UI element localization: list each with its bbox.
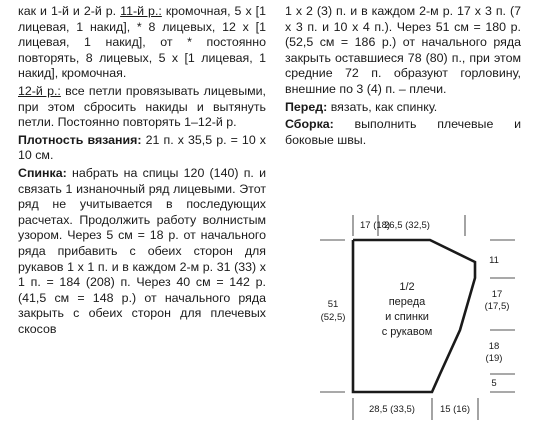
rows-intro-text: как и 1-й и 2-й р. (18, 4, 121, 18)
diagram-center-label (382, 281, 433, 338)
assembly-text: выполнить плечевые и боковые швы. (285, 117, 521, 147)
dim-bottom-right: 15 (16) (439, 404, 471, 415)
front-text: вязать, как спинку. (327, 99, 438, 114)
back-paragraph (18, 166, 266, 338)
gauge-paragraph (18, 133, 266, 164)
back-continued-text: 1 х 2 (3) п. и в каждом 2-м р. 17 х 3 п. (7 х 3 п. и 10 х 4 п.). Через 51 см = 180 р. (52,5 см = 186 р.) от начального ряда закрыть оставшиеся 78 (80) п., при этом средние 72 п. образуют горловину, внешние по 3 (4) п. – плечи. (285, 4, 521, 96)
back-text: набрать на спицы 120 (140) п. и связать 1 изнаночный ряд лицевыми. Этот ряд не учитывается в последующих расчетах. Продолжить работу волнистым узором. Через 5 см = 18 р. от начального ряда прибавить с обеих сторон для рукавов 1 х 1 п. и в каждом 2-м р. 31 (33) х 1 п. = 184 (208) п. Через 40 см = 142 р. (41,5 см = 148 р.) от начального ряда закрыть с обеих сторон для плечевых скосов (18, 165, 266, 336)
front-paragraph (285, 100, 521, 116)
rows-11-paragraph (18, 4, 266, 82)
dim-bottom-left: 28,5 (33,5) (369, 404, 415, 415)
back-continued-paragraph (285, 4, 521, 98)
center-label-line1: 1/2 (399, 281, 415, 293)
row-12-text: все петли провязывать лицевыми, при этом сбросить накиды и вытянуть петли. Постоянно повторять 1–12-й р. (18, 83, 266, 130)
row-12-paragraph (18, 84, 266, 131)
center-label-line3: и спинки (385, 311, 429, 323)
row-11-label: 11-й р.: (120, 4, 162, 18)
assembly-paragraph (285, 117, 521, 148)
front-label: Перед: (285, 99, 328, 114)
instructions-left-column (18, 4, 266, 337)
pattern-diagram (300, 210, 537, 438)
pattern-diagram-svg (300, 210, 537, 438)
center-label-line2: переда (388, 296, 426, 308)
gauge-text: 21 п. х 35,5 р. = 10 х 10 см. (18, 132, 266, 163)
dim-right-3-line2: (19) (485, 353, 503, 364)
dim-right-3-line1: 18 (488, 341, 500, 352)
back-label: Спинка: (18, 165, 67, 180)
instructions-right-column (285, 4, 521, 150)
row-12-label: 12-й р.: (18, 83, 61, 98)
gauge-label: Плотность вязания: (18, 132, 142, 147)
dim-right-2-line2: (17,5) (484, 301, 510, 312)
dim-right-2-line1: 17 (491, 289, 503, 300)
dim-top-left: 17 (18) (360, 220, 391, 231)
center-label-line4: с рукавом (381, 326, 433, 338)
dim-right-1: 11 (489, 255, 499, 266)
dim-left-line2: (52,5) (320, 312, 346, 323)
dim-left-line1: 51 (327, 299, 339, 310)
dim-right-4: 5 (491, 378, 497, 389)
row-11-text: кромочная, 5 х [1 лицевая, 1 накид], * 8 лицевых, 12 х [1 лицевая, 1 накид], от * постоянно повторять, 8 лицевых, 5 х [1 лицевая, 1 накид], кромочная. (18, 4, 266, 81)
assembly-label: Сборка: (285, 117, 334, 132)
dim-top-right: 26,5 (32,5) (384, 220, 430, 231)
